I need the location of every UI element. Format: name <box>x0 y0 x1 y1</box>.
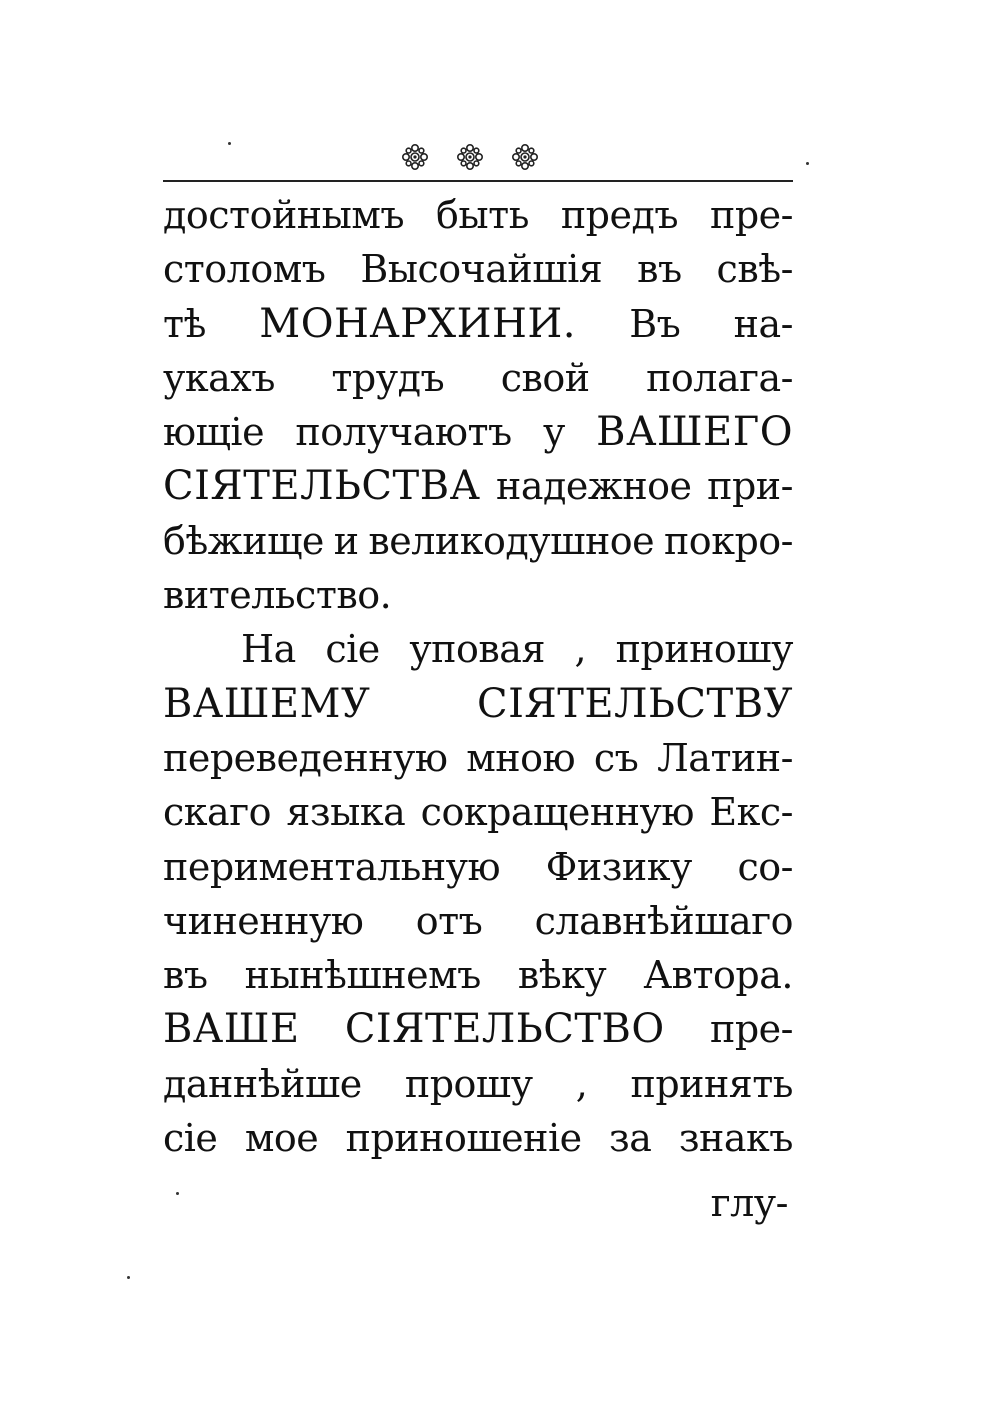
word: , <box>574 627 587 672</box>
word: у <box>542 410 565 455</box>
word: надежное <box>496 464 692 509</box>
word: столомъ <box>163 247 326 292</box>
print-speck <box>127 1276 130 1279</box>
word: быть <box>436 193 529 237</box>
word: На <box>241 627 296 672</box>
text-line <box>163 297 793 351</box>
word: укахъ <box>163 355 275 400</box>
text-line <box>163 948 793 1002</box>
word: отъ <box>415 898 483 943</box>
word: мое <box>244 1116 319 1161</box>
fleuron-icon <box>510 142 540 172</box>
word: периментальную <box>163 844 501 889</box>
header-ornaments <box>400 140 540 174</box>
word: принять <box>630 1061 793 1106</box>
word: прошу <box>404 1061 533 1106</box>
word: на- <box>733 301 793 346</box>
word: въ <box>637 247 682 292</box>
word: СІЯТЕЛЬСТВО <box>344 1006 665 1053</box>
word: языка <box>286 790 406 835</box>
word: въ <box>163 953 208 998</box>
word: СІЯТЕЛЬСТВА <box>163 463 481 510</box>
word: великодушное <box>368 518 655 563</box>
text-line <box>163 405 793 459</box>
word: при- <box>707 464 793 509</box>
text-line <box>163 242 793 296</box>
word: вѣку <box>517 953 607 998</box>
catchword: глу- <box>710 1181 788 1225</box>
word: свой <box>500 355 590 400</box>
word: нынѣшнемъ <box>244 953 481 998</box>
word: переведенную <box>163 735 448 780</box>
word: сіе <box>163 1116 218 1161</box>
text-line <box>163 1057 793 1111</box>
word: пре- <box>710 1007 793 1052</box>
text-line <box>163 622 793 676</box>
fleuron-icon <box>455 142 485 172</box>
text-line <box>163 1111 793 1165</box>
fleuron-icon <box>400 142 430 172</box>
word: приношеніе <box>345 1116 582 1161</box>
word: Автора. <box>643 953 793 998</box>
word: скаго <box>163 790 271 835</box>
word: даннѣйше <box>163 1061 362 1106</box>
word: ВАШЕМУ <box>163 680 371 727</box>
word: съ <box>593 735 639 780</box>
word: ВАШЕ <box>163 1006 300 1053</box>
text-line <box>163 840 793 894</box>
word: мною <box>466 735 576 780</box>
word: со- <box>737 844 793 889</box>
word: славнѣйшаго <box>534 898 793 943</box>
word: Физику <box>545 844 692 889</box>
print-speck <box>176 1192 179 1195</box>
word: тѣ <box>163 301 206 346</box>
word: уповая <box>409 627 545 672</box>
word: пре- <box>710 193 793 237</box>
print-speck <box>228 142 231 145</box>
word: , <box>575 1061 588 1106</box>
word: Екс- <box>709 790 793 835</box>
text-line <box>163 785 793 839</box>
word: ющіе <box>163 410 265 455</box>
word: за <box>609 1116 652 1161</box>
word: приношу <box>615 627 793 672</box>
header-rule <box>163 180 793 182</box>
word: знакъ <box>678 1116 793 1161</box>
body-text <box>163 188 793 1165</box>
word: СІЯТЕЛЬСТВУ <box>476 680 793 727</box>
word: свѣ- <box>716 247 793 292</box>
text-line <box>163 894 793 948</box>
word: вительство. <box>163 573 392 618</box>
word: предъ <box>560 193 679 237</box>
text-line <box>163 1002 793 1056</box>
word: Высочайшія <box>360 247 603 292</box>
text-line <box>163 677 793 731</box>
word: и <box>333 518 359 563</box>
word: сіе <box>325 627 380 672</box>
word: покро- <box>663 518 793 563</box>
word: Въ <box>629 301 681 346</box>
text-line <box>163 514 793 568</box>
word: Латин- <box>657 735 793 780</box>
text-line <box>163 731 793 785</box>
word: бѣжище <box>163 518 324 563</box>
word: МОНАРХИНИ. <box>259 300 576 347</box>
print-speck <box>806 162 809 165</box>
word: получаютъ <box>295 410 512 455</box>
text-line <box>163 568 793 622</box>
word: достойнымъ <box>163 193 405 237</box>
word: сокращенную <box>420 790 694 835</box>
word: полага- <box>646 355 793 400</box>
word: ВАШЕГО <box>596 409 793 456</box>
word: трудъ <box>331 355 445 400</box>
text-line <box>163 351 793 405</box>
text-line <box>163 188 793 242</box>
word: чиненную <box>163 898 364 943</box>
text-line <box>163 459 793 513</box>
